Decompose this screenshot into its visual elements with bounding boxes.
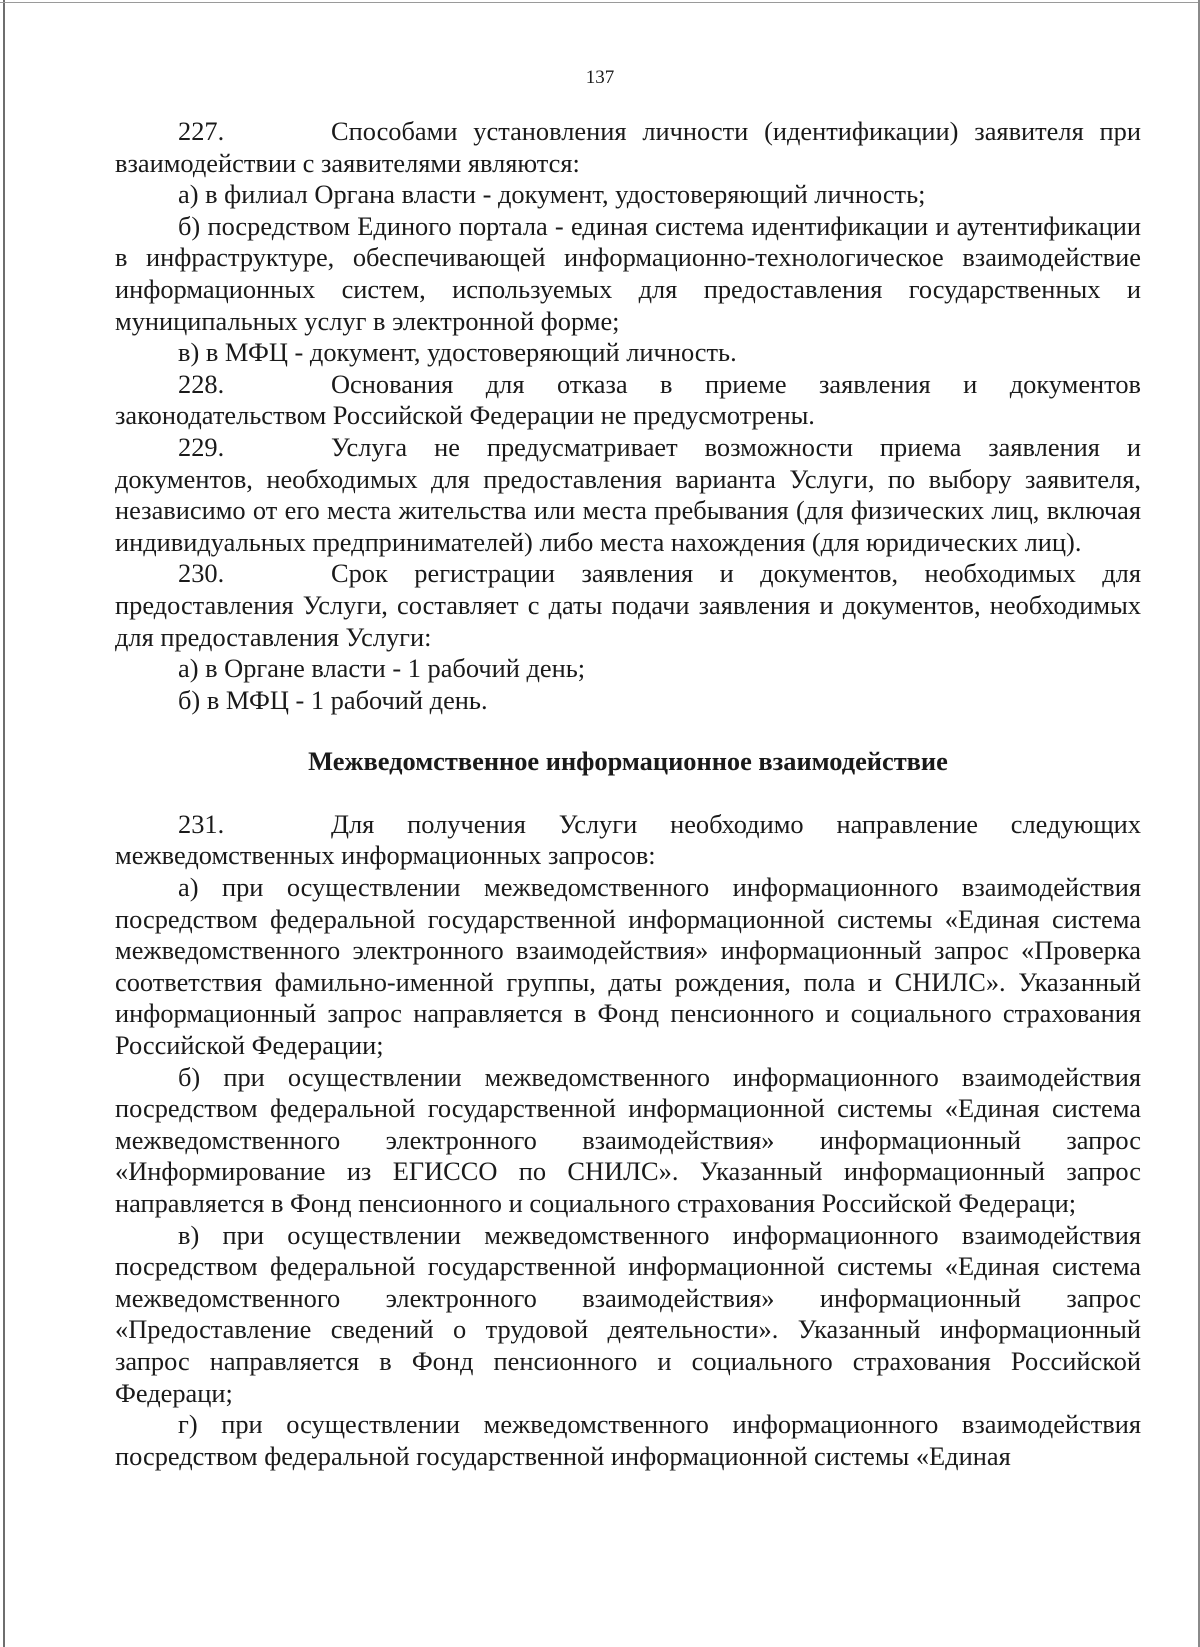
paragraph-230-a: а) в Органе власти - 1 рабочий день; — [178, 653, 586, 684]
paragraph-227-v: в) в МФЦ - документ, удостоверяющий личность. — [178, 337, 737, 368]
scan-edge-left — [3, 0, 5, 1647]
paragraph-text: Для получения Услуги необходимо направление следующих межведомственных информационных запросов: — [115, 808, 1141, 871]
paragraph-228 — [115, 369, 1141, 432]
paragraph-230 — [115, 558, 1141, 653]
scan-edge-top — [0, 2, 1200, 3]
paragraph-230-b: б) в МФЦ - 1 рабочий день. — [178, 684, 488, 715]
paragraph-text: Способами установления личности (идентификации) заявителя при взаимодействии с заявителями являются: — [115, 116, 1141, 178]
paragraph-text: Срок регистрации заявления и документов, необходимых для предоставления Услуги, составляет с даты подачи заявления и документов, необходимых для предоставления Услуги: — [115, 558, 1141, 652]
paragraph-number: 228. — [178, 368, 225, 399]
paragraph-231 — [115, 809, 1141, 872]
paragraph-227-a: а) в филиал Органа власти - документ, удостоверяющий личность; — [178, 179, 926, 210]
page-number: 137 — [585, 67, 615, 88]
paragraph-231-a: а) при осуществлении межведомственного информационного взаимодействия посредством федеральной государственной информационной системы «Единая система межведомственного электронного взаимодействия» информационный запрос «Проверка соответствия фамильно-именной группы, даты рождения, пола и СНИЛС». Указанный информационный запрос направляется в Фонд пенсионного и социального страхования Российской Федерации; — [115, 872, 1141, 1061]
paragraph-229 — [115, 432, 1141, 558]
paragraph-number: 230. — [178, 558, 225, 589]
paragraph-text: Основания для отказа в приеме заявления и документов законодательством Российской Федерации не предусмотрены. — [115, 368, 1141, 431]
section-heading: Межведомственное информационное взаимодействие — [308, 746, 948, 777]
paragraph-number: 229. — [178, 431, 225, 462]
paragraph-text: Услуга не предусматривает возможности приема заявления и документов, необходимых для предоставления варианта Услуги, по выбору заявителя, независимо от его места жительства или места пребывания (для физических лиц, включая индивидуальных предпринимателей) либо места нахождения (для юридических лиц). — [115, 431, 1141, 557]
document-body — [115, 116, 1141, 1472]
paragraph-231-v: в) при осуществлении межведомственного информационного взаимодействия посредством федеральной государственной информационной системы «Единая система межведомственного электронного взаимодействия» информационный запрос «Предоставление сведений о трудовой деятельности». Указанный информационный запрос направляется в Фонд пенсионного и социального страхования Российской Федераци; — [115, 1219, 1141, 1408]
paragraph-227-b: б) посредством Единого портала - единая система идентификации и аутентификации в инфраструктуре, обеспечивающей информационно-технологическое взаимодействие информационных систем, используемых для предоставления государственных и муниципальных услуг в электронной форме; — [115, 210, 1141, 336]
paragraph-227 — [115, 116, 1141, 179]
paragraph-number: 227. — [178, 116, 225, 146]
paragraph-number: 231. — [178, 808, 225, 839]
paragraph-231-b: б) при осуществлении межведомственного информационного взаимодействия посредством федеральной государственной информационной системы «Единая система межведомственного электронного взаимодействия» информационный запрос «Информирование из ЕГИССО по СНИЛС». Указанный информационный запрос направляется в Фонд пенсионного и социального страхования Российской Федераци; — [115, 1061, 1141, 1218]
paragraph-231-g: г) при осуществлении межведомственного информационного взаимодействия посредством федеральной государственной информационной системы «Единая — [115, 1409, 1141, 1471]
